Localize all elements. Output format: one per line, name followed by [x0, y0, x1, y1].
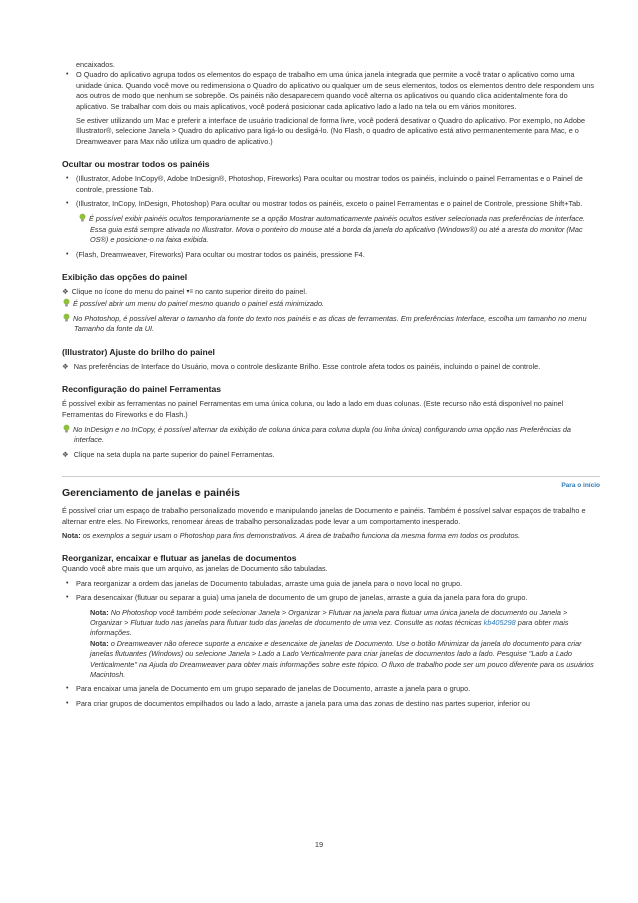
section-heading-panel-brightness: (Illustrator) Ajuste do brilho do painel [62, 346, 215, 357]
step-double-arrow [62, 450, 600, 460]
step-panel-menu [62, 287, 600, 297]
diamond-bullet-icon: ❖ [62, 287, 69, 297]
tip-font-size [62, 313, 600, 335]
intro-list [62, 70, 600, 112]
tip-column-layout [62, 424, 600, 446]
intro-paragraph: Se estiver utilizando um Mac e preferir a interface de usuário tradicional de forma livre, você poderá desativar o Quadro do aplicativo. Por exemplo, no Adobe Illustrator®, selecione Janela > Quadro do aplicativo para ligá-lo ou desligá-lo. (No Flash, o quadro de aplicativo está ativo permanentemente para Mac, e o Dreamweaver para Max não utiliza um quadro de aplicativo.) [76, 116, 586, 146]
note-dreamweaver [62, 639, 600, 681]
note-label: Nota: [90, 638, 109, 648]
tip-text: No InDesign e no InCopy, é possível alternar da exibição de coluna única para coluna dupla (ou linha única) configurando uma opção nas Preferências da interface. [73, 424, 571, 445]
section-heading-document-windows: Reorganizar, encaixar e flutuar as janelas de documentos [62, 553, 297, 564]
document-windows-list [62, 579, 600, 604]
note-text: No Photoshop você também pode selecionar Janela > Organizar > Flutuar na janela para flutuar uma única janela de documento ou Janela > Organizar > Flutuar tudo nas janelas para flutuar tudo das janelas de documento de uma vez. Consulte as notas técnicas [90, 607, 568, 627]
lightbulb-icon [62, 313, 71, 322]
page-number: 19 [314, 840, 324, 849]
tip-text: No Photoshop, é possível alterar o tamanho da fonte do texto nos painéis e as dicas de ferramentas. Em preferências Interface, escolha um tamanho no menu Tamanho da fonte da UI. [73, 313, 587, 334]
note-label: Nota: [90, 607, 109, 617]
page-content [62, 60, 600, 709]
lightbulb-icon [62, 298, 71, 307]
note-text: os exemplos a seguir usam o Photoshop para fins demonstrativos. A área de trabalho funciona da mesma forma em todos os produtos. [82, 530, 521, 540]
lightbulb-icon [62, 424, 71, 433]
list-item: • Para encaixar uma janela de Documento em um grupo separado de janelas de Documento, arraste a janela para o grupo. [62, 684, 600, 694]
step-text: Nas preferências de Interface do Usuário, mova o controle deslizante Brilho. Esse controle afeta todos os painéis, incluindo o painel de controle. [73, 361, 541, 371]
step-brightness [62, 362, 600, 372]
document-windows-list-2 [62, 684, 600, 709]
note-text: o Dreamweaver não oferece suporte a encaixe e desencaixe de janelas de Documento. Use o botão Minimizar da janela do documento para criar janelas flutuantes (Windows) ou selecione Janela > Lado a Lado Verticalmente para criar janelas de documentos lado a lado. Pesquise "Lado a Lado Verticalmente" na Ajuda do Dreamweaver para obter mais informações sobre este tópico. O fluxo de trabalho pode ser um pouco diferente para os usuários Macintosh. [90, 638, 594, 680]
note-text: para obter mais informações. [90, 618, 569, 638]
list-item: • (Illustrator, InCopy, InDesign, Photoshop) Para ocultar ou mostrar todos os painéis, exceto o painel Ferramentas e o painel de Controle, pressione Shift+Tab. [62, 199, 600, 209]
note-float-window [62, 608, 600, 639]
document-windows-paragraph: Quando você abre mais que um arquivo, as janelas de Documento são tabuladas. [62, 564, 328, 574]
hide-panels-list [62, 174, 600, 209]
diamond-bullet-icon: ❖ [62, 449, 69, 459]
list-item: • Para criar grupos de documentos empilhados ou lado a lado, arraste a janela para uma das zonas de destino nas partes superior, inferior ou [62, 699, 600, 709]
step-text: Clique no ícone do menu do painel [71, 287, 185, 297]
section-windows-panels [62, 477, 600, 500]
tools-panel-paragraph: É possível exibir as ferramentas no painel Ferramentas em uma única coluna, ou lado a lado em duas colunas. (Este recurso não está disponível no painel Ferramentas do Fireworks e do Flash.) [62, 399, 564, 419]
note-photoshop-examples [62, 531, 600, 541]
section-heading-tools-panel: Reconfiguração do painel Ferramentas [62, 384, 222, 395]
note-label: Nota: [62, 530, 81, 540]
tip-hidden-panels [62, 213, 600, 245]
list-item: • (Illustrator, Adobe InCopy®, Adobe InDesign®, Photoshop, Fireworks) Para ocultar ou mostrar todos os painéis, incluindo o painel Ferramentas e o Painel de controle, pressione Tab. [62, 174, 600, 195]
section-heading-windows-panels: Gerenciamento de janelas e painéis [62, 487, 240, 500]
section-heading-panel-options: Exibição das opções do painel [62, 272, 188, 283]
step-text: Clique na seta dupla na parte superior do painel Ferramentas. [73, 449, 275, 459]
tip-text: É possível exibir painéis ocultos temporariamente se a opção Mostrar automaticamente painéis ocultos estiver selecionada nas preferências de interface. Essa guia está sempre ativada no Illustrator. Mova o ponteiro do mouse até a borda da janela do aplicativo (Windows®) ou até a aresta do monitor (Mac OS®) e posicione-o na faixa exibida. [89, 214, 586, 245]
list-item: • Para desencaixar (flutuar ou separar a guia) uma janela de documento de um grupo de janelas, arraste a guia da janela para fora do grupo. [62, 593, 600, 603]
windows-panels-paragraph: É possível criar um espaço de trabalho personalizado movendo e manipulando janelas de Documento e painéis. Também é possível salvar espaços de trabalho e alternar entre eles. No Fireworks, renomear áreas de trabalho personalizadas pode levar a um comportamento inesperado. [62, 506, 586, 526]
technote-link[interactable]: kb405298 [483, 618, 516, 627]
step-text: no canto superior direito do painel. [195, 287, 308, 297]
section-heading-hide-panels: Ocultar ou mostrar todos os painéis [62, 159, 210, 170]
panel-menu-icon: ▾≡ [186, 289, 194, 296]
list-item: • Para reorganizar a ordem das janelas de Documento tabuladas, arraste uma guia de janela para o novo local no grupo. [62, 579, 600, 589]
list-item: • (Flash, Dreamweaver, Fireworks) Para ocultar ou mostrar todos os painéis, pressione F4. [62, 250, 600, 260]
diamond-bullet-icon: ❖ [62, 361, 69, 371]
lightbulb-icon [78, 213, 87, 222]
hide-panels-list-2 [62, 250, 600, 260]
list-item: • O Quadro do aplicativo agrupa todos os elementos do espaço de trabalho em uma única janela integrada que permite a você tratar o aplicativo como uma unidade única. Quando você move ou redimensiona o Quadro do aplicativo ou qualquer um de seus elementos, todos os elementos dentro dele respondem uns aos outros de modo que nenhum se sobrepõe. Os painéis não desaparecem quando você alterna os aplicativos ou quando clica acidentalmente fora do aplicativo. Se trabalhar com dois ou mais aplicativos, você poderá posicionar cada aplicativo lado a lado na tela ou em vários monitores. [62, 70, 600, 112]
intro-continued: encaixados. [76, 60, 115, 69]
back-to-top-link[interactable]: Para o início [561, 482, 600, 490]
tip-minimized-panel [62, 298, 600, 309]
tip-text: É possível abrir um menu do painel mesmo quando o painel está minimizado. [73, 298, 325, 308]
